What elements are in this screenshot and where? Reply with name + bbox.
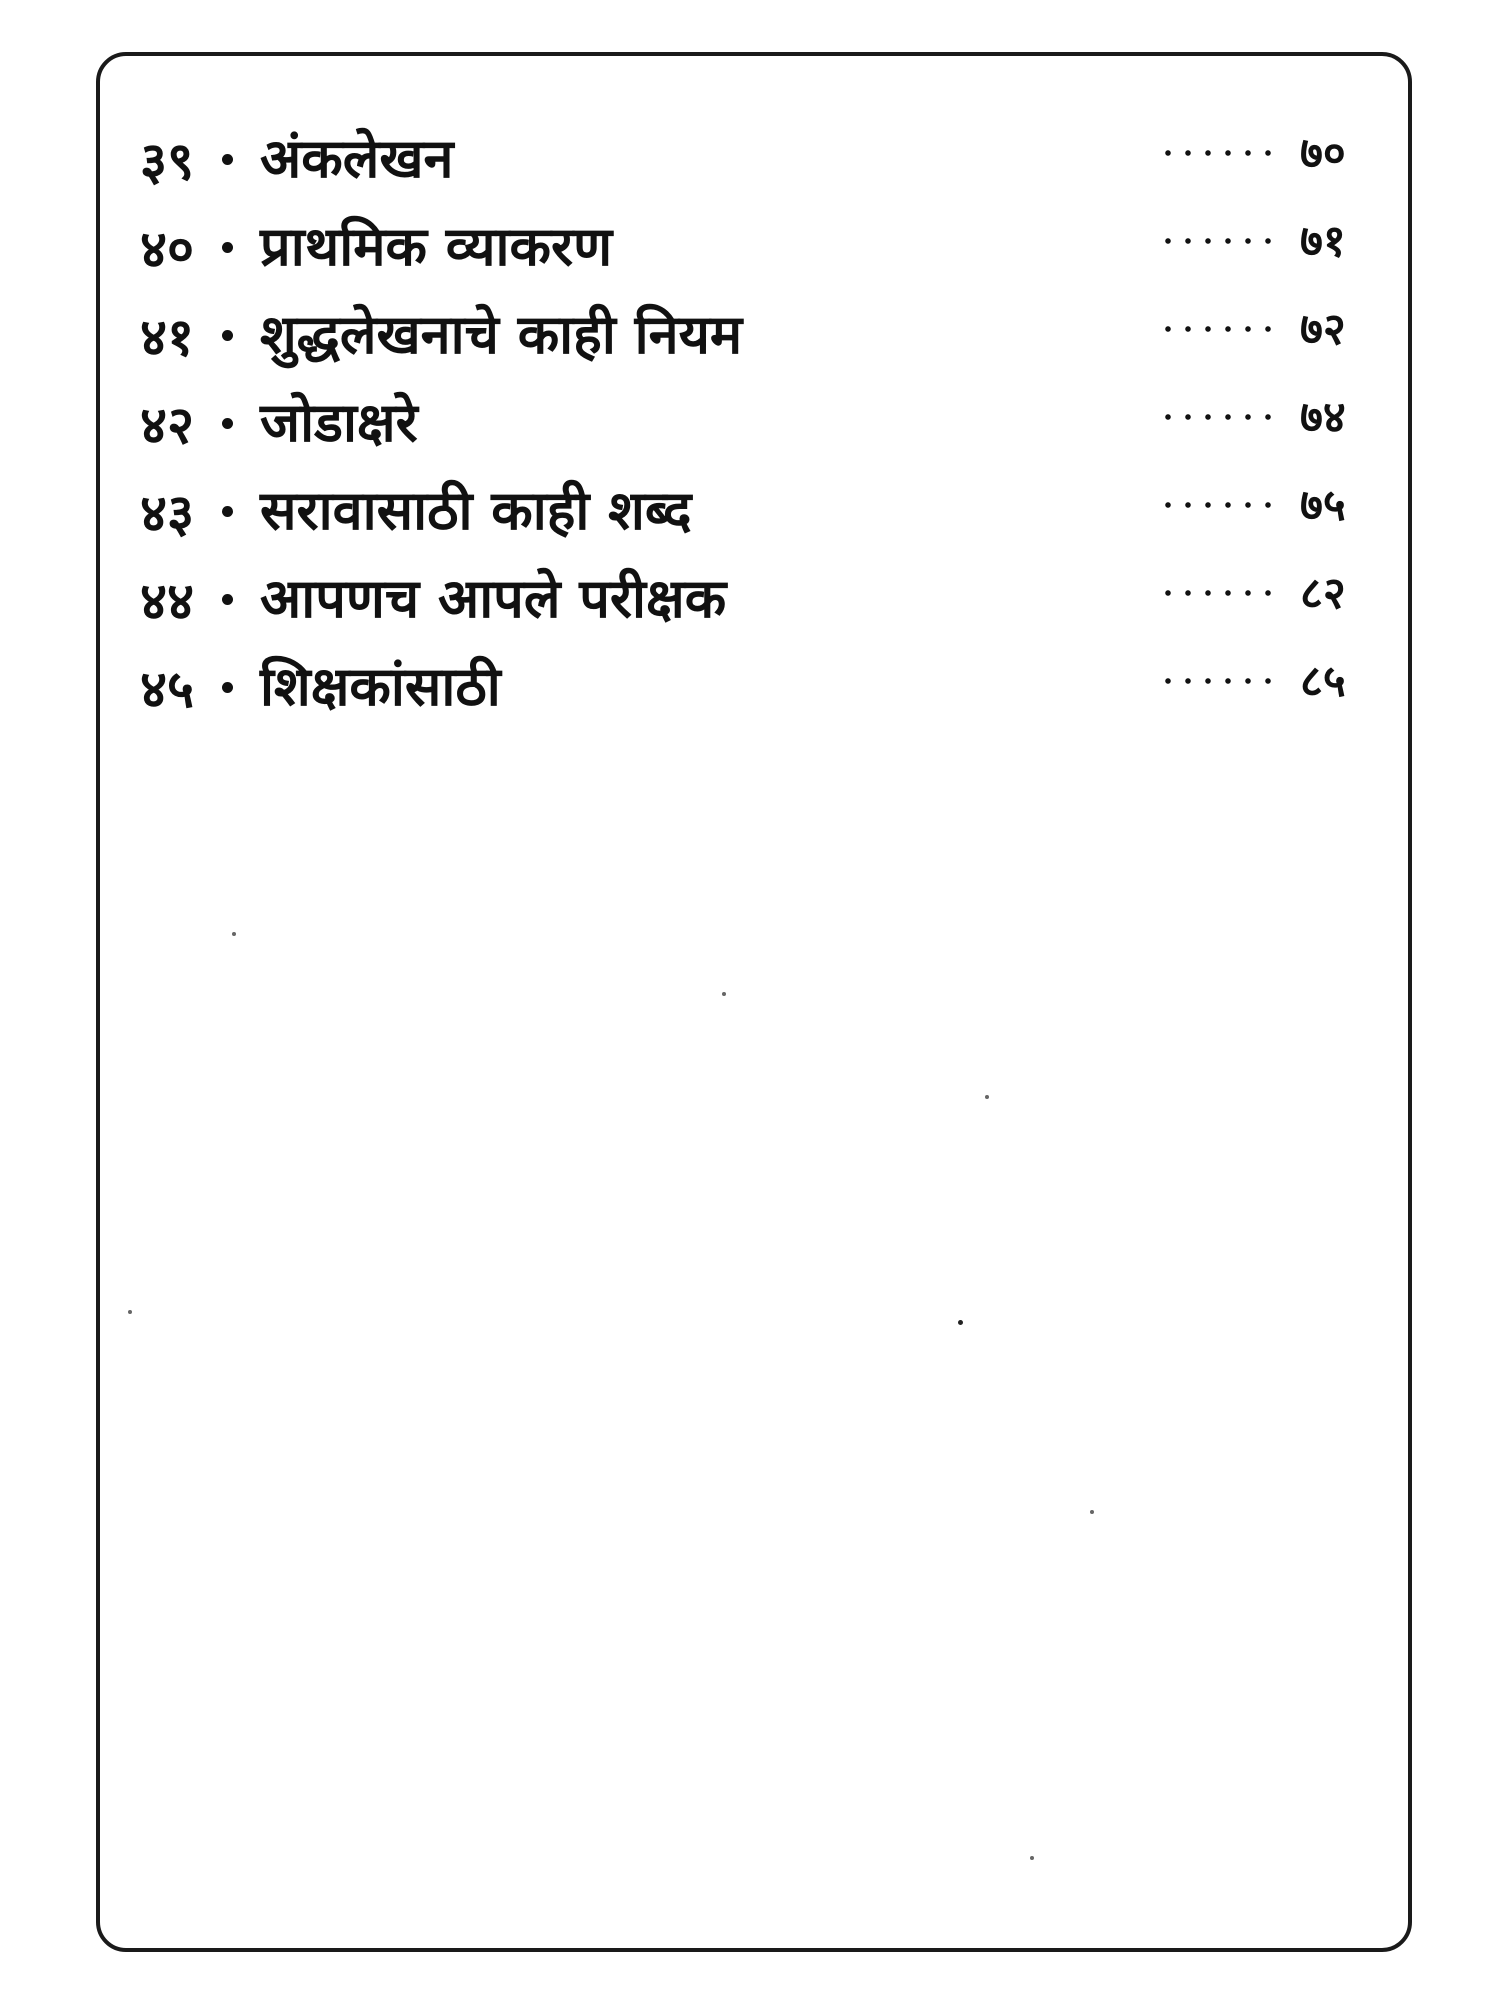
toc-entry-number: ४२ [140,396,195,456]
toc-entry-page: ७२ [1300,304,1346,355]
bullet-icon [222,154,233,165]
dot-leader [1158,324,1280,334]
dot-leader [1158,236,1280,246]
toc-entry [140,120,1380,208]
bullet-icon [222,418,233,429]
toc-entry-title: सरावासाठी काही शब्द [260,479,692,542]
toc-entry-title: जोडाक्षरे [260,391,418,454]
scan-speck [958,1320,963,1325]
bullet-icon [222,506,233,517]
dot-leader [1158,148,1280,158]
toc-entry-number: ४० [140,220,195,280]
toc-entry-title: शुद्धलेखनाचे काही नियम [260,303,743,366]
scan-speck [1090,1510,1094,1514]
scan-speck [722,992,726,996]
scan-speck [128,1310,132,1314]
toc-entry-page: ७० [1300,128,1346,179]
toc-entry [140,208,1380,296]
toc-entry-number: ३९ [140,132,195,192]
toc-entry-page: ८२ [1300,568,1346,619]
toc-entry [140,648,1380,736]
table-of-contents [140,120,1380,736]
scan-speck [232,932,236,936]
toc-entry-page: ७५ [1300,480,1346,531]
toc-entry-title: शिक्षकांसाठी [260,655,501,718]
toc-entry [140,296,1380,384]
dot-leader [1158,412,1280,422]
toc-entry-title: आपणच आपले परीक्षक [260,567,727,630]
toc-entry [140,472,1380,560]
scan-speck [1030,1856,1034,1860]
bullet-icon [222,330,233,341]
toc-entry-title: अंकलेखन [260,127,454,190]
dot-leader [1158,588,1280,598]
toc-entry-title: प्राथमिक व्याकरण [260,215,613,278]
toc-entry-number: ४१ [140,308,195,368]
toc-entry-number: ४३ [140,484,195,544]
toc-entry-number: ४५ [140,660,195,720]
toc-entry [140,384,1380,472]
bullet-icon [222,594,233,605]
dot-leader [1158,500,1280,510]
toc-entry [140,560,1380,648]
bullet-icon [222,242,233,253]
toc-entry-page: ७४ [1300,392,1346,443]
toc-entry-number: ४४ [140,572,195,632]
dot-leader [1158,676,1280,686]
scan-speck [985,1095,989,1099]
toc-entry-page: ७१ [1300,216,1346,267]
bullet-icon [222,682,233,693]
toc-entry-page: ८५ [1300,656,1346,707]
